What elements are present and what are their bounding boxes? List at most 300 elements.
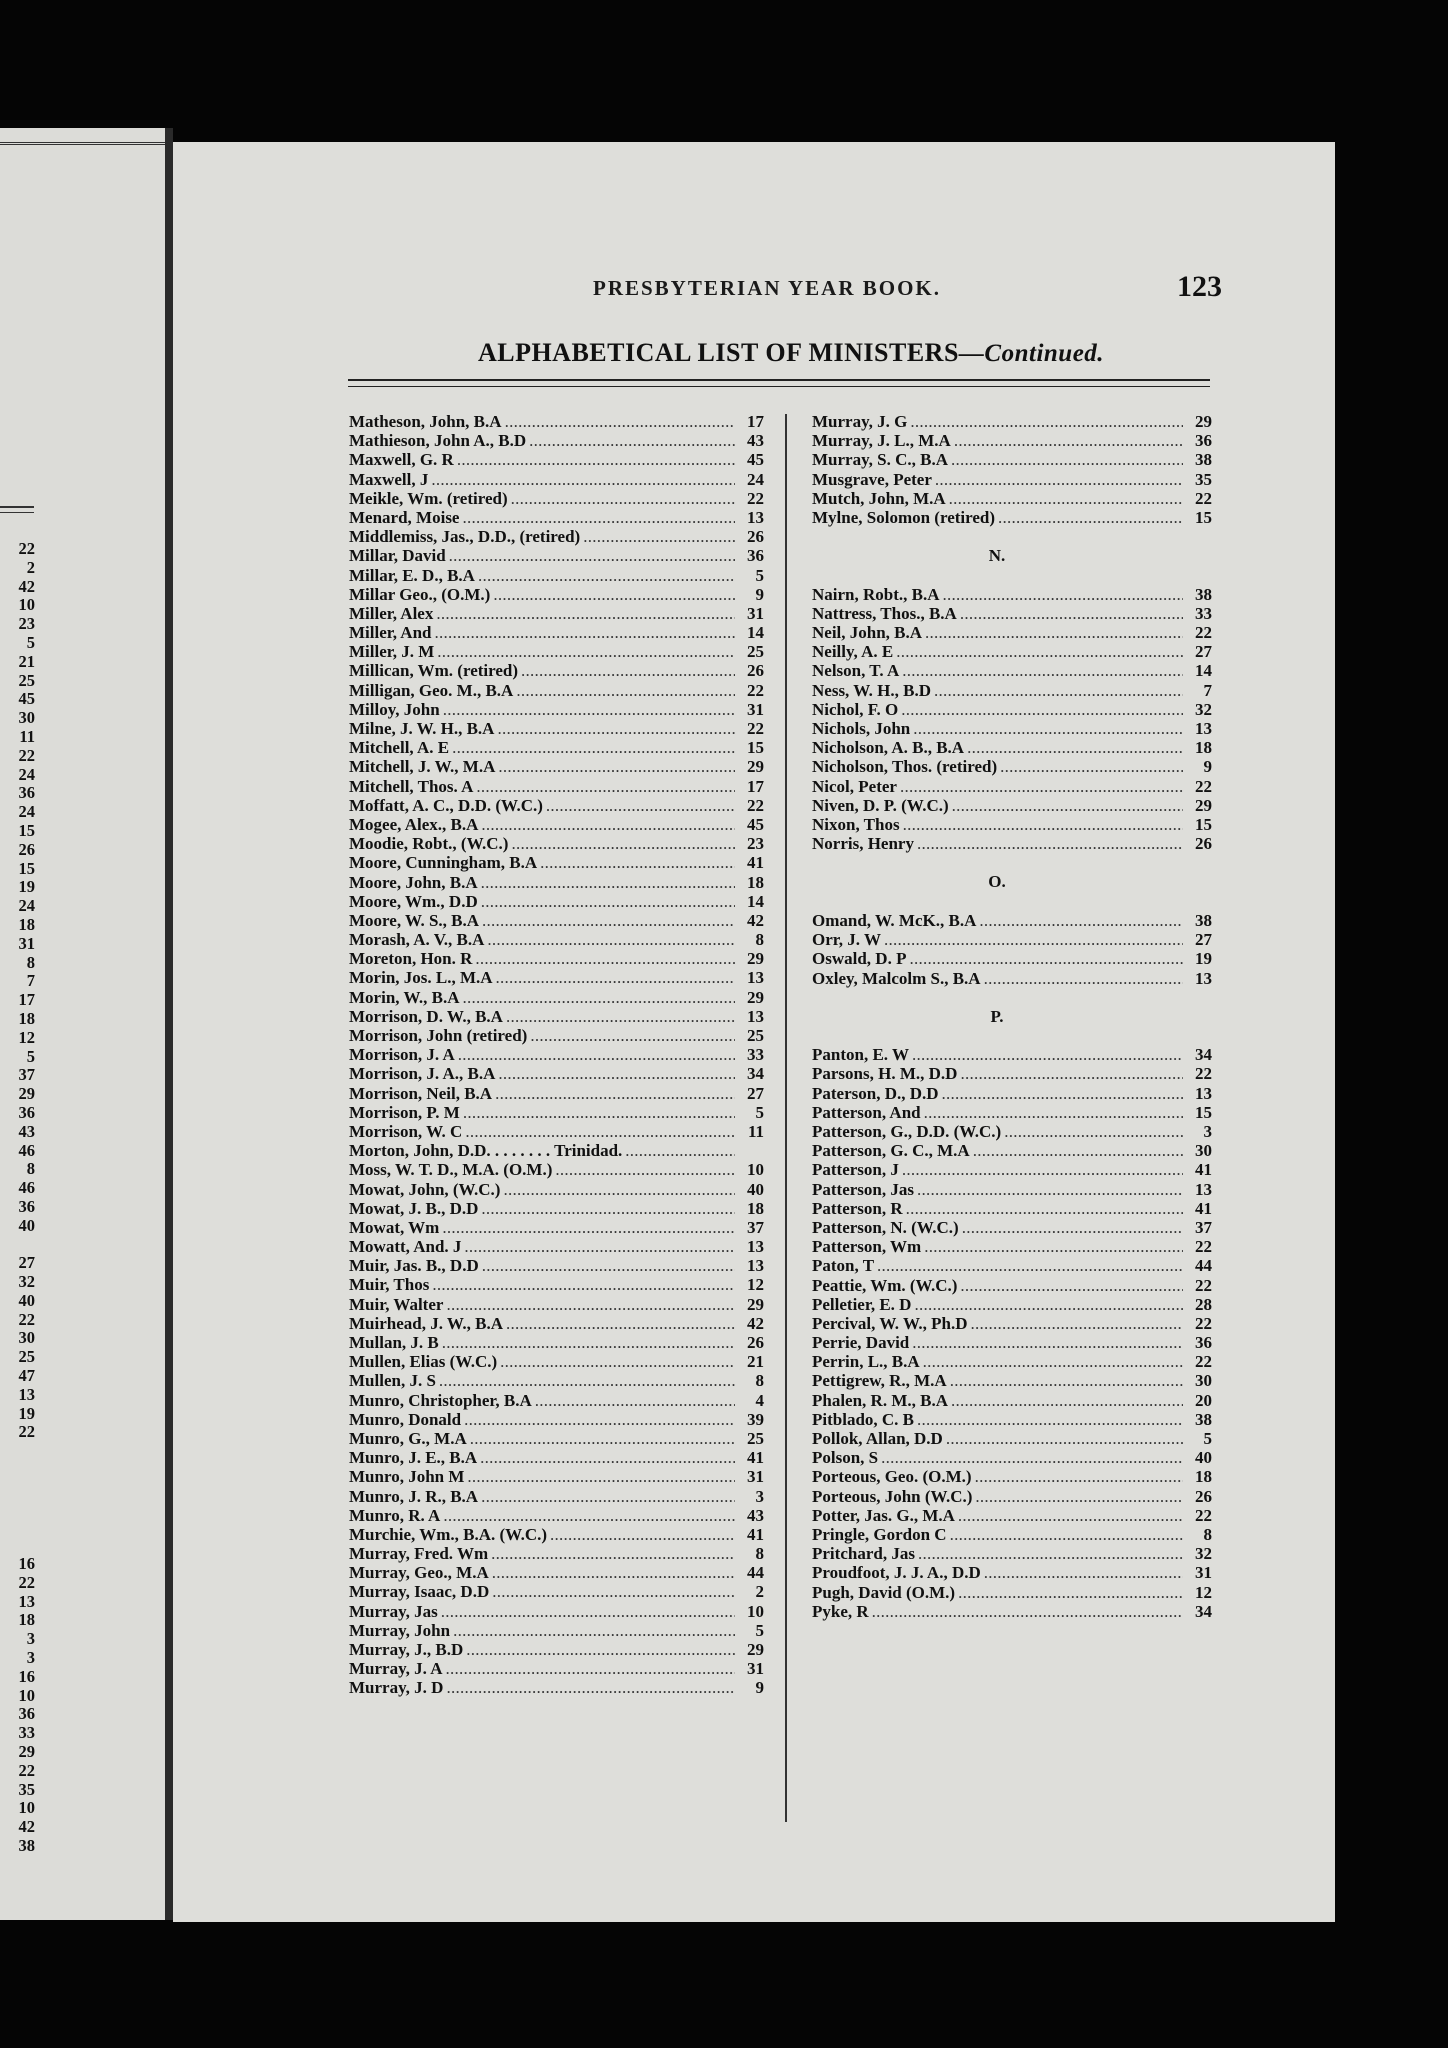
list-item	[349, 1410, 764, 1429]
list-item	[349, 1391, 764, 1410]
list-item	[812, 1506, 1212, 1525]
leader-dots	[881, 1448, 1183, 1467]
leader-dots	[493, 585, 735, 604]
page-reference: 8	[755, 1371, 764, 1391]
minister-name: Patterson, Wm	[812, 1237, 922, 1257]
page-reference: 13	[747, 1006, 764, 1026]
page-reference: 31	[747, 603, 764, 623]
minister-name: Morash, A. V., B.A	[349, 930, 485, 950]
page-reference: 30	[1195, 1371, 1212, 1391]
minister-name: Ness, W. H., B.D	[812, 680, 932, 700]
page-reference: 27	[747, 1083, 764, 1103]
page-reference: 45	[747, 450, 764, 470]
list-item	[349, 1352, 764, 1371]
page-reference: 26	[747, 1333, 764, 1352]
minister-name: Mathieson, John A., B.D	[349, 431, 527, 451]
leader-dots	[503, 1180, 735, 1199]
minister-name: Munro, J. E., B.A	[349, 1448, 478, 1468]
left-page-number: 22	[18, 745, 35, 765]
minister-name: Nixon, Thos	[812, 814, 900, 834]
leader-dots	[500, 1352, 735, 1371]
leader-dots	[530, 1026, 735, 1045]
leader-dots	[967, 738, 1183, 757]
letter-heading-n: N.	[988, 546, 1006, 566]
minister-name: Patterson, G. C., M.A	[812, 1141, 970, 1161]
minister-name: Mitchell, A. E	[349, 738, 450, 758]
minister-name: Nicol, Peter	[812, 776, 897, 796]
leader-dots	[470, 1429, 735, 1448]
minister-name: Moodie, Robt., (W.C.)	[349, 834, 509, 854]
page-reference: 14	[747, 891, 764, 911]
list-item	[812, 1237, 1212, 1256]
leader-dots	[1004, 1122, 1183, 1141]
minister-name: Nelson, T. A	[812, 661, 900, 681]
left-page-number: 16	[18, 1666, 35, 1686]
page-reference: 7	[1203, 680, 1212, 700]
leader-dots	[909, 949, 1183, 968]
left-page-number: 21	[18, 651, 35, 671]
leader-dots	[943, 585, 1183, 604]
page-reference: 24	[747, 469, 764, 489]
list-item	[349, 1448, 764, 1467]
page-reference: 36	[1195, 431, 1212, 451]
minister-name: Muir, Thos	[349, 1275, 430, 1295]
leader-dots	[535, 1391, 735, 1410]
running-title: PRESBYTERIAN YEAR BOOK.	[593, 276, 942, 300]
leader-dots	[877, 1256, 1183, 1275]
list-item	[349, 1371, 764, 1390]
minister-name: Mullen, J. S	[349, 1371, 436, 1391]
minister-name: Nicholson, A. B., B.A	[812, 738, 965, 758]
list-item	[812, 604, 1212, 623]
list-item	[812, 1084, 1212, 1103]
left-page-number: 46	[18, 1140, 35, 1160]
minister-name: Patterson, Jas	[812, 1179, 914, 1199]
left-page-number	[5, 1461, 35, 1480]
left-page-number: 12	[18, 1027, 35, 1047]
page-reference: 25	[747, 1026, 764, 1045]
minister-name: Miller, J. M	[349, 642, 435, 662]
page-reference: 40	[1195, 1448, 1212, 1468]
page-reference: 29	[747, 757, 764, 777]
list-item	[349, 738, 764, 757]
minister-name: Pritchard, Jas	[812, 1544, 915, 1564]
minister-name: Milne, J. W. H., B.A	[349, 719, 495, 738]
page-reference: 22	[1195, 1352, 1212, 1372]
minister-name: Munro, John M	[349, 1467, 465, 1487]
leader-dots	[505, 412, 735, 431]
list-item	[812, 1602, 1212, 1621]
list-item	[349, 623, 764, 642]
left-page-number: 5	[26, 1046, 35, 1066]
left-page-rule	[0, 506, 34, 513]
list-item	[349, 604, 764, 623]
minister-name: Oswald, D. P	[812, 949, 907, 969]
minister-name: Munro, G., M.A	[349, 1428, 467, 1448]
list-item	[349, 1084, 764, 1103]
page-reference: 5	[755, 1620, 764, 1640]
leader-dots	[442, 1333, 735, 1352]
page-reference: 8	[1203, 1524, 1212, 1544]
page-reference: 41	[747, 1448, 764, 1468]
page-reference: 38	[1195, 450, 1212, 470]
leader-dots	[481, 1199, 735, 1218]
list-item	[812, 489, 1212, 508]
page-reference: 4	[755, 1390, 764, 1410]
leader-dots	[457, 450, 735, 469]
list-item	[349, 1678, 764, 1697]
leader-dots	[900, 777, 1183, 796]
leader-dots	[979, 911, 1183, 930]
minister-name: Parsons, H. M., D.D	[812, 1064, 958, 1084]
leader-dots	[491, 1544, 735, 1563]
page	[173, 142, 1335, 1922]
page-reference: 13	[1195, 1083, 1212, 1103]
leader-dots	[441, 1602, 735, 1621]
page-reference: 22	[1195, 1505, 1212, 1525]
list-item	[349, 1064, 764, 1083]
page-reference: 14	[747, 623, 764, 643]
page-reference: 29	[747, 949, 764, 969]
minister-name: Morin, Jos. L., M.A	[349, 968, 493, 988]
leader-dots	[951, 1391, 1183, 1410]
left-page-number: 3	[26, 1648, 35, 1668]
list-item	[349, 1467, 764, 1486]
list-item	[349, 796, 764, 815]
page-reference: 31	[1195, 1563, 1212, 1583]
left-page-number: 33	[18, 1723, 35, 1743]
list-item	[349, 949, 764, 968]
leader-dots	[521, 661, 735, 680]
minister-name: Millar, David	[349, 546, 446, 566]
left-page-number: 42	[18, 576, 35, 596]
list-item	[349, 527, 764, 546]
minister-name: Patterson, J	[812, 1160, 899, 1180]
list-item	[349, 1314, 764, 1333]
leader-dots	[437, 642, 735, 661]
page-reference: 18	[747, 872, 764, 892]
leader-dots	[498, 1064, 735, 1083]
list-item	[349, 1659, 764, 1678]
list-item	[812, 1563, 1212, 1582]
leader-dots	[903, 815, 1183, 834]
list-item	[812, 834, 1212, 853]
left-page-number: 24	[18, 802, 35, 822]
list-item	[812, 470, 1212, 489]
leader-dots	[918, 1544, 1183, 1563]
minister-name: Meikle, Wm. (retired)	[349, 488, 508, 508]
list-item	[349, 431, 764, 450]
leader-dots	[958, 1506, 1183, 1525]
left-page-number: 37	[18, 1065, 35, 1085]
minister-name: Musgrave, Peter	[812, 469, 932, 489]
leader-dots	[540, 853, 735, 872]
minister-name: Moss, W. T. D., M.A. (O.M.)	[349, 1160, 553, 1180]
left-page-number: 13	[18, 1591, 35, 1611]
column-divider	[785, 414, 787, 1822]
minister-name: Murray, J., B.D	[349, 1640, 464, 1659]
left-page-number: 25	[18, 670, 35, 690]
minister-name: Pettigrew, R., M.A	[812, 1371, 947, 1391]
list-item	[349, 1640, 764, 1659]
list-item	[812, 1122, 1212, 1141]
left-page-number: 22	[18, 1309, 35, 1329]
list-item	[349, 1295, 764, 1314]
left-page-number: 43	[18, 1121, 35, 1141]
minister-name: Muirhead, J. W., B.A	[349, 1313, 503, 1333]
minister-name: Pollok, Allan, D.D	[812, 1429, 943, 1449]
page-reference: 39	[747, 1409, 764, 1429]
list-item	[349, 911, 764, 930]
minister-name: Neil, John, B.A	[812, 623, 923, 643]
leader-dots	[516, 681, 735, 700]
list-item	[349, 450, 764, 469]
list-item	[812, 949, 1212, 968]
minister-name: Proudfoot, J. J. A., D.D	[812, 1563, 981, 1583]
list-item	[349, 719, 764, 738]
minister-name: Neilly, A. E	[812, 642, 894, 662]
left-page-number: 3	[26, 1629, 35, 1649]
page-reference: 21	[747, 1352, 764, 1372]
left-page-number: 13	[18, 1384, 35, 1404]
left-page-number: 2	[26, 557, 35, 577]
minister-name: Mitchell, Thos. A	[349, 776, 474, 796]
left-page-number: 32	[18, 1272, 35, 1292]
minister-name: Norris, Henry	[812, 834, 914, 854]
page-reference: 25	[747, 642, 764, 662]
page-reference: 22	[1195, 488, 1212, 508]
minister-name: Murray, Fred. Wm	[349, 1544, 489, 1564]
page-reference: 28	[1195, 1294, 1212, 1314]
page-reference: 19	[1195, 949, 1212, 969]
leader-dots	[511, 489, 735, 508]
leader-dots	[960, 1276, 1183, 1295]
leader-dots	[481, 1487, 735, 1506]
list-item	[349, 873, 764, 892]
leader-dots	[910, 412, 1183, 431]
page-reference: 26	[747, 661, 764, 681]
left-page-number: 26	[18, 839, 35, 859]
page-reference: 13	[1195, 1179, 1212, 1199]
letter-heading-p: P.	[990, 1006, 1004, 1026]
page-reference: 9	[755, 1678, 764, 1698]
leader-dots	[942, 1084, 1183, 1103]
minister-name: Oxley, Malcolm S., B.A	[812, 968, 981, 988]
list-item	[812, 1544, 1212, 1563]
left-page-number: 38	[18, 1835, 35, 1855]
minister-name: Morrison, J. A., B.A	[349, 1064, 496, 1084]
leader-dots	[443, 700, 735, 719]
minister-name: Murchie, Wm., B.A. (W.C.)	[349, 1524, 548, 1544]
list-item	[349, 1007, 764, 1026]
leader-dots	[476, 777, 735, 796]
leader-dots	[872, 1602, 1183, 1621]
left-page-number: 11	[19, 726, 35, 746]
list-item	[349, 1199, 764, 1218]
page-reference: 42	[747, 1313, 764, 1333]
leader-dots	[917, 1180, 1183, 1199]
page-reference: 8	[755, 1544, 764, 1564]
minister-name: Panton, E. W	[812, 1045, 909, 1065]
minister-name: Millar Geo., (O.M.)	[349, 584, 491, 604]
left-page-number: 8	[26, 1159, 35, 1179]
page-reference: 43	[747, 431, 764, 451]
list-item	[349, 1582, 764, 1601]
page-reference: 15	[1195, 814, 1212, 834]
leader-dots	[496, 968, 735, 987]
page-reference: 26	[1195, 1486, 1212, 1506]
page-reference: 44	[747, 1563, 764, 1583]
leader-dots	[466, 1640, 735, 1659]
list-item	[349, 757, 764, 776]
list-item	[812, 1160, 1212, 1179]
page-reference: 22	[1195, 1064, 1212, 1084]
left-page-number	[5, 1235, 35, 1254]
minister-name: Murray, S. C., B.A	[812, 450, 948, 470]
letter-heading-o: O.	[988, 872, 1006, 892]
leader-dots	[896, 642, 1183, 661]
left-page-number: 29	[18, 1084, 35, 1104]
list-item	[349, 642, 764, 661]
list-item	[812, 1371, 1212, 1390]
leader-dots	[962, 1218, 1183, 1237]
leader-dots	[984, 969, 1183, 988]
minister-name: Matheson, John, B.A	[349, 412, 502, 431]
section-title-main: ALPHABETICAL LIST OF MINISTERS	[477, 338, 959, 367]
list-item	[812, 700, 1212, 719]
minister-name: Mowat, J. B., D.D	[349, 1198, 479, 1218]
left-page-number: 25	[18, 1347, 35, 1367]
leader-dots	[511, 834, 735, 853]
list-item	[812, 1276, 1212, 1295]
page-reference: 11	[747, 1121, 764, 1141]
minister-name: Omand, W. McK., B.A	[812, 910, 977, 930]
leader-dots	[446, 1678, 735, 1697]
leader-dots	[446, 1659, 736, 1678]
page-reference: 17	[747, 776, 764, 796]
leader-dots	[1000, 757, 1183, 776]
minister-name: Mullen, Elias (W.C.)	[349, 1352, 498, 1372]
minister-name: Percival, W. W., Ph.D	[812, 1313, 968, 1333]
leader-dots	[971, 1314, 1183, 1333]
list-item	[812, 1218, 1212, 1237]
minister-name: Moore, Cunningham, B.A	[349, 853, 538, 873]
page-reference: 31	[747, 699, 764, 719]
list-item	[349, 508, 764, 527]
left-page-number	[5, 1442, 35, 1461]
leader-dots	[464, 1237, 735, 1256]
left-page-number: 36	[18, 783, 35, 803]
list-item	[812, 1525, 1212, 1544]
left-page-number: 18	[18, 1610, 35, 1630]
o-entries	[812, 911, 1212, 988]
page-reference: 3	[1203, 1122, 1212, 1142]
minister-name: Murray, Jas	[349, 1601, 438, 1621]
list-item	[349, 681, 764, 700]
page-reference: 41	[1195, 1160, 1212, 1180]
list-item	[812, 1256, 1212, 1275]
page-reference: 15	[1195, 507, 1212, 527]
leader-dots	[935, 470, 1183, 489]
minister-name: Munro, J. R., B.A	[349, 1486, 479, 1506]
page-reference: 13	[747, 1256, 764, 1276]
page-reference: 14	[1195, 661, 1212, 681]
minister-name: Pugh, David (O.M.)	[812, 1582, 956, 1602]
page-reference: 22	[1195, 776, 1212, 796]
leader-dots	[901, 700, 1183, 719]
minister-name: Mullan, J. B	[349, 1333, 439, 1352]
minister-name: Morrison, Neil, B.A	[349, 1083, 493, 1103]
list-item	[812, 1467, 1212, 1486]
left-page-number: 18	[18, 1008, 35, 1028]
page-reference: 22	[1195, 1275, 1212, 1295]
page-reference: 5	[1203, 1429, 1212, 1449]
list-item	[349, 1045, 764, 1064]
list-item	[349, 1180, 764, 1199]
list-item	[812, 1429, 1212, 1448]
page-reference: 22	[1195, 1313, 1212, 1333]
list-item	[812, 1448, 1212, 1467]
list-item	[812, 681, 1212, 700]
page-reference: 13	[747, 1237, 764, 1257]
section-title-continued: —Continued.	[958, 340, 1105, 367]
list-item	[349, 700, 764, 719]
leader-dots	[443, 1506, 735, 1525]
leader-dots	[960, 1064, 1183, 1083]
page-reference: 29	[747, 987, 764, 1007]
page-reference: 22	[747, 488, 764, 508]
list-item	[349, 1218, 764, 1237]
page-reference: 41	[747, 853, 764, 873]
page-reference: 10	[747, 1601, 764, 1621]
list-item	[349, 1487, 764, 1506]
page-number: 123	[1177, 270, 1222, 303]
page-reference: 31	[747, 1659, 764, 1679]
list-item	[812, 1103, 1212, 1122]
leader-dots	[492, 1563, 735, 1582]
left-page-number: 15	[18, 858, 35, 878]
list-item	[812, 815, 1212, 834]
page-reference: 22	[747, 680, 764, 700]
minister-name: Millar, E. D., B.A	[349, 565, 475, 585]
left-page-number: 24	[18, 896, 35, 916]
minister-name: Nattress, Thos., B.A	[812, 603, 957, 623]
left-page-number	[5, 1536, 35, 1555]
leader-dots	[464, 1410, 735, 1429]
list-item	[812, 969, 1212, 988]
leader-dots	[458, 1045, 735, 1064]
page-reference: 38	[1195, 910, 1212, 930]
page-reference: 33	[1195, 603, 1212, 623]
page-reference: 34	[747, 1064, 764, 1084]
list-item	[812, 738, 1212, 757]
leader-dots	[958, 1583, 1183, 1602]
list-item	[812, 1352, 1212, 1371]
minister-name: Nairn, Robt., B.A	[812, 584, 940, 604]
list-item	[349, 1237, 764, 1256]
leader-dots	[487, 930, 735, 949]
page-reference: 29	[747, 1640, 764, 1659]
minister-name: Murray, Geo., M.A	[349, 1563, 489, 1583]
left-page-number-column	[5, 540, 35, 1856]
left-page-number: 35	[18, 1779, 35, 1799]
minister-name: Orr, J. W	[812, 930, 881, 950]
book-gutter	[165, 128, 173, 1920]
leader-dots	[442, 1218, 735, 1237]
leader-dots	[583, 527, 735, 546]
page-reference: 37	[747, 1217, 764, 1237]
list-item	[812, 623, 1212, 642]
